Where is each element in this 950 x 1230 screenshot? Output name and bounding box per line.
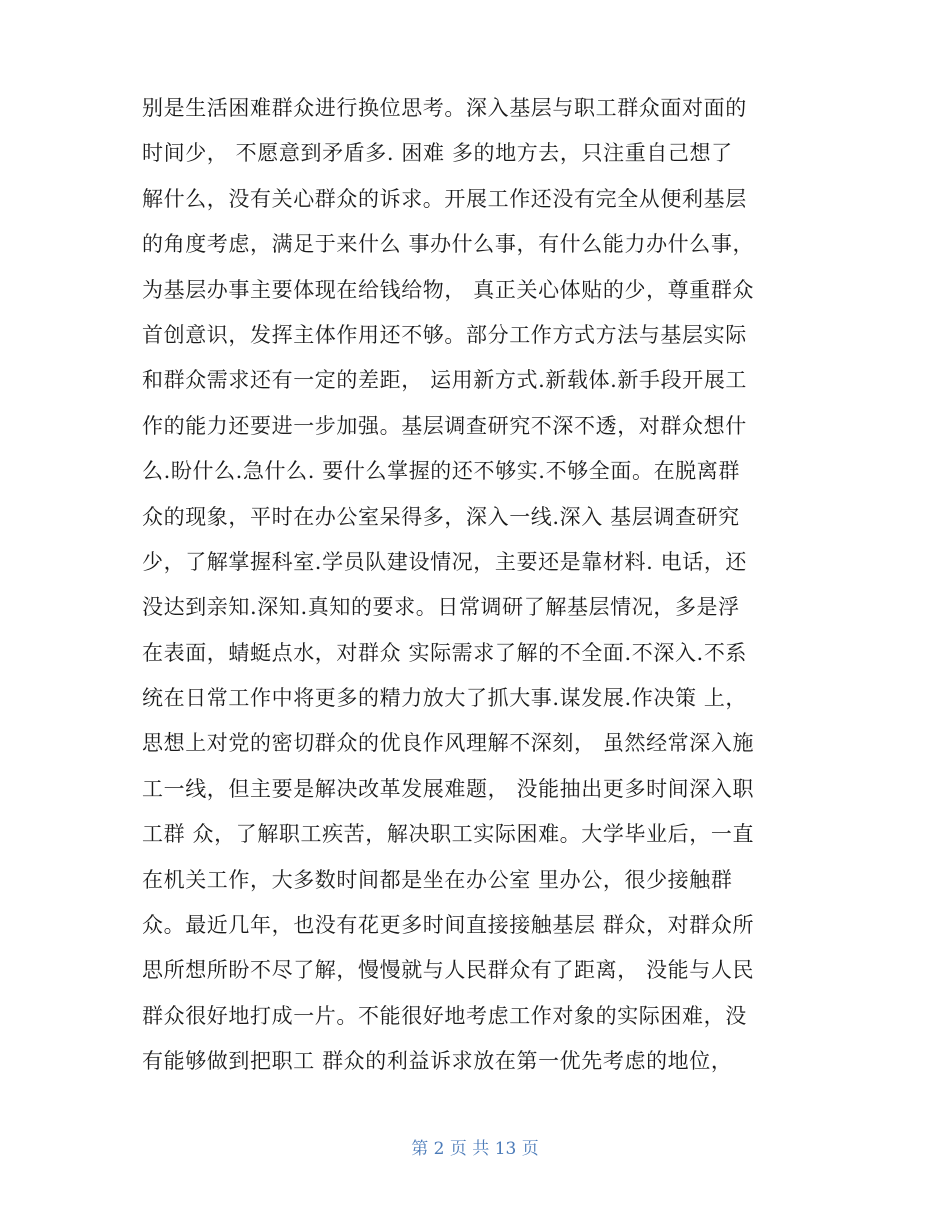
text-line: 在表面，蜻蜓点水，对群众 实际需求了解的不全面.不深入.不系: [142, 640, 748, 665]
text-line: 和群众需求还有一定的差距， 运用新方式.新载体.新手段开展工: [142, 368, 748, 393]
text-line: 解什么，没有关心群众的诉求。开展工作还没有完全从便利基层: [142, 186, 747, 211]
text-line: 少，了解掌握科室.学员队建设情况，主要还是靠材料. 电话，还: [142, 549, 748, 574]
text-line: 别是生活困难群众进行换位思考。深入基层与职工群众面对面的: [142, 96, 747, 120]
text-line: 工一线，但主要是解决改革发展难题， 没能抽出更多时间深入职: [142, 776, 755, 801]
text-line: 作的能力还要进一步加强。基层调查研究不深不透，对群众想什: [142, 413, 747, 438]
text-line: 众的现象，平时在办公室呆得多，深入一线.深入 基层调查研究: [142, 504, 740, 529]
text-line: 思所想所盼不尽了解，慢慢就与人民群众有了距离， 没能与人民: [142, 958, 755, 983]
text-line: 工群 众，了解职工疾苦，解决职工实际困难。大学毕业后，一直: [142, 822, 755, 847]
text-line: 时间少， 不愿意到矛盾多. 困难 多的地方去，只注重自己想了: [142, 141, 733, 166]
text-line: 为基层办事主要体现在给钱给物， 真正关心体贴的少，尊重群众: [142, 277, 755, 302]
text-line: 众。最近几年，也没有花更多时间直接接触基层 群众，对群众所: [142, 913, 755, 938]
text-line: 群众很好地打成一片。不能很好地考虑工作对象的实际困难，没: [142, 1003, 747, 1028]
text-line: 统在日常工作中将更多的精力放大了抓大事.谋发展.作决策 上，: [142, 686, 748, 711]
text-line: 思想上对党的密切群众的优良作风理解不深刻， 虽然经常深入施: [142, 731, 755, 756]
page-number-footer: 第 2 页 共 13 页: [411, 1139, 539, 1159]
text-line: 首创意识，发挥主体作用还不够。部分工作方式方法与基层实际: [142, 322, 747, 347]
text-line: 么.盼什么.急什么. 要什么掌握的还不够实.不够全面。在脱离群: [142, 459, 740, 484]
text-line: 的角度考虑，满足于来什么 事办什么事，有什么能力办什么事，: [142, 232, 755, 257]
text-line: 在机关工作，大多数时间都是坐在办公室 里办公，很少接触群: [142, 867, 733, 892]
text-line: 没达到亲知.深知.真知的要求。日常调研了解基层情况，多是浮: [142, 595, 740, 620]
document-body: [142, 86, 822, 1085]
text-line: 有能够做到把职工 群众的利益诉求放在第一优先考虑的地位，: [142, 1049, 733, 1074]
